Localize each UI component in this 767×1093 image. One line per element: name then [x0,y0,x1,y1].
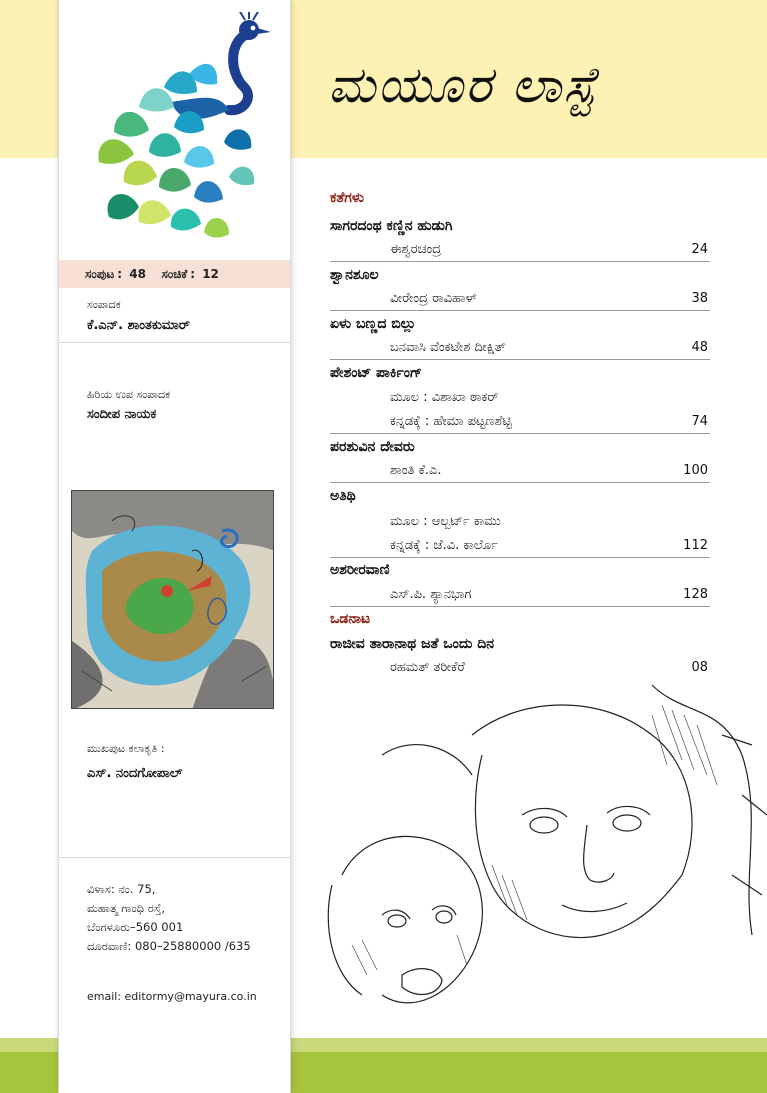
story-title: ಪೇಶಂಟ್ ಪಾರ್ಕಿಂಗ್ [330,365,423,381]
magazine-title: ಮಯೂರ ಲಾಸ್ಟೆ [328,56,598,114]
cover-artist-name: ಎಸ್. ನಂದಗೋಪಾಲ್ [87,766,183,781]
cover-art-label: ಮುಖಪುಟ ಕಲಾಕೃತಿ : [87,742,165,755]
senior-editor-name: ಸಂದೀಪ ನಾಯಕ [87,407,157,422]
toc-row[interactable] [330,289,710,311]
story-title: ಪರಶುವಿನ ದೇವರು [330,439,415,455]
story-author: ರಹಮತ್ ತರೀಕೆರೆ [390,660,465,675]
toc-row[interactable] [330,585,710,607]
address-line: ವಿಳಾಸ: ನಂ. 75, [87,882,156,896]
page-number: 112 [683,538,708,553]
story-author: ಶಾಂತಿ ಕೆ.ಎ. [390,463,442,478]
story-title: ಅತಿಥಿ [330,488,356,504]
page-number: 24 [691,242,708,257]
parrot-painting [72,491,274,709]
phone-line: ದೂರವಾಣಿ: 080–25880000 /635 [87,939,251,953]
editor-name: ಕೆ.ಎನ್. ಶಾಂತಕುಮಾರ್ [87,318,190,333]
story-title: ಏಳು ಬಣ್ಣದ ಬಿಲ್ಲು [330,316,416,332]
volume-label: ಸಂಪುಟ [85,267,115,281]
toc-row[interactable] [330,412,710,434]
toc-row[interactable] [330,536,710,558]
story-author: ಈಶ್ವರಚಂದ್ರ [390,242,442,257]
page-number: 100 [683,463,708,478]
story-author: ಬನವಾಸಿ ವೆಂಕಟೇಶ ದೀಕ್ಷಿತ್ [390,340,506,355]
peacock-logo [79,12,279,257]
volume-number: 48 [129,267,146,281]
page-number: 48 [691,340,708,355]
address-line: ಬೆಂಗಳೂರು–560 001 [87,920,184,934]
story-author: ವೀರೇಂದ್ರ ರಾವಿಹಾಳ್ [390,291,477,306]
story-title: ರಾಜೀವ ತಾರಾನಾಥ ಜತೆ ಒಂದು ದಿನ [330,636,495,652]
section-heading-stories: ಕತೆಗಳು [330,190,364,206]
toc-row[interactable] [330,240,710,262]
page-number: 08 [691,660,708,675]
translator: ಕನ್ನಡಕ್ಕೆ : ಹೇಮಾ ಪಟ್ಟಣಶೆಟ್ಟಿ [390,414,512,429]
email-address: email: editormy@mayura.co.in [87,990,257,1003]
sidebar-divider [59,857,290,858]
story-title: ಶ್ವಾನಶೂಲ [330,267,379,283]
story-author: ಎಸ್.ಪಿ. ಶ್ಯಾನಭಾಗ [390,587,472,602]
issue-number-bar: ಸಂಪುಟ : 48 ಸಂಚಿಕೆ : 12 [59,260,290,288]
masthead-sidebar [58,0,291,1093]
section-heading-companion: ಒಡನಾಟ [330,611,371,627]
toc-row[interactable] [330,338,710,360]
page-number: 74 [691,414,708,429]
original-author: ಮೂಲ : ವಿಶಾಖಾ ಠಾಕರ್ [390,390,499,405]
page-number: 128 [683,587,708,602]
cover-artwork [71,490,274,709]
toc-row [330,512,710,534]
sidebar-divider [59,342,290,343]
address-line: ಮಹಾತ್ಮ ಗಾಂಧಿ ರಸ್ತೆ, [87,901,166,915]
page-number: 38 [691,291,708,306]
translator: ಕನ್ನಡಕ್ಕೆ : ಜೆ.ವಿ. ಕಾರ್ಲೊ [390,538,498,553]
issue-number: 12 [202,267,219,281]
story-title: ಅಶರೀರವಾಣಿ [330,562,390,578]
editor-label: ಸಂಪಾದಕ [87,298,121,311]
story-title: ಸಾಗರದಂಥ ಕಣ್ಣಿನ ಹುಡುಗಿ [330,218,453,234]
address-block [87,880,251,956]
toc-row[interactable] [330,461,710,483]
sketch-illustration [322,675,767,1035]
issue-label: ಸಂಚಿಕೆ [161,267,188,281]
senior-editor-label: ಹಿರಿಯ ಉಪ ಸಂಪಾದಕ [87,388,171,401]
original-author: ಮೂಲ : ಆಲ್ಬರ್ಟ್ ಕಾಮು [390,514,501,529]
toc-row [330,388,710,410]
